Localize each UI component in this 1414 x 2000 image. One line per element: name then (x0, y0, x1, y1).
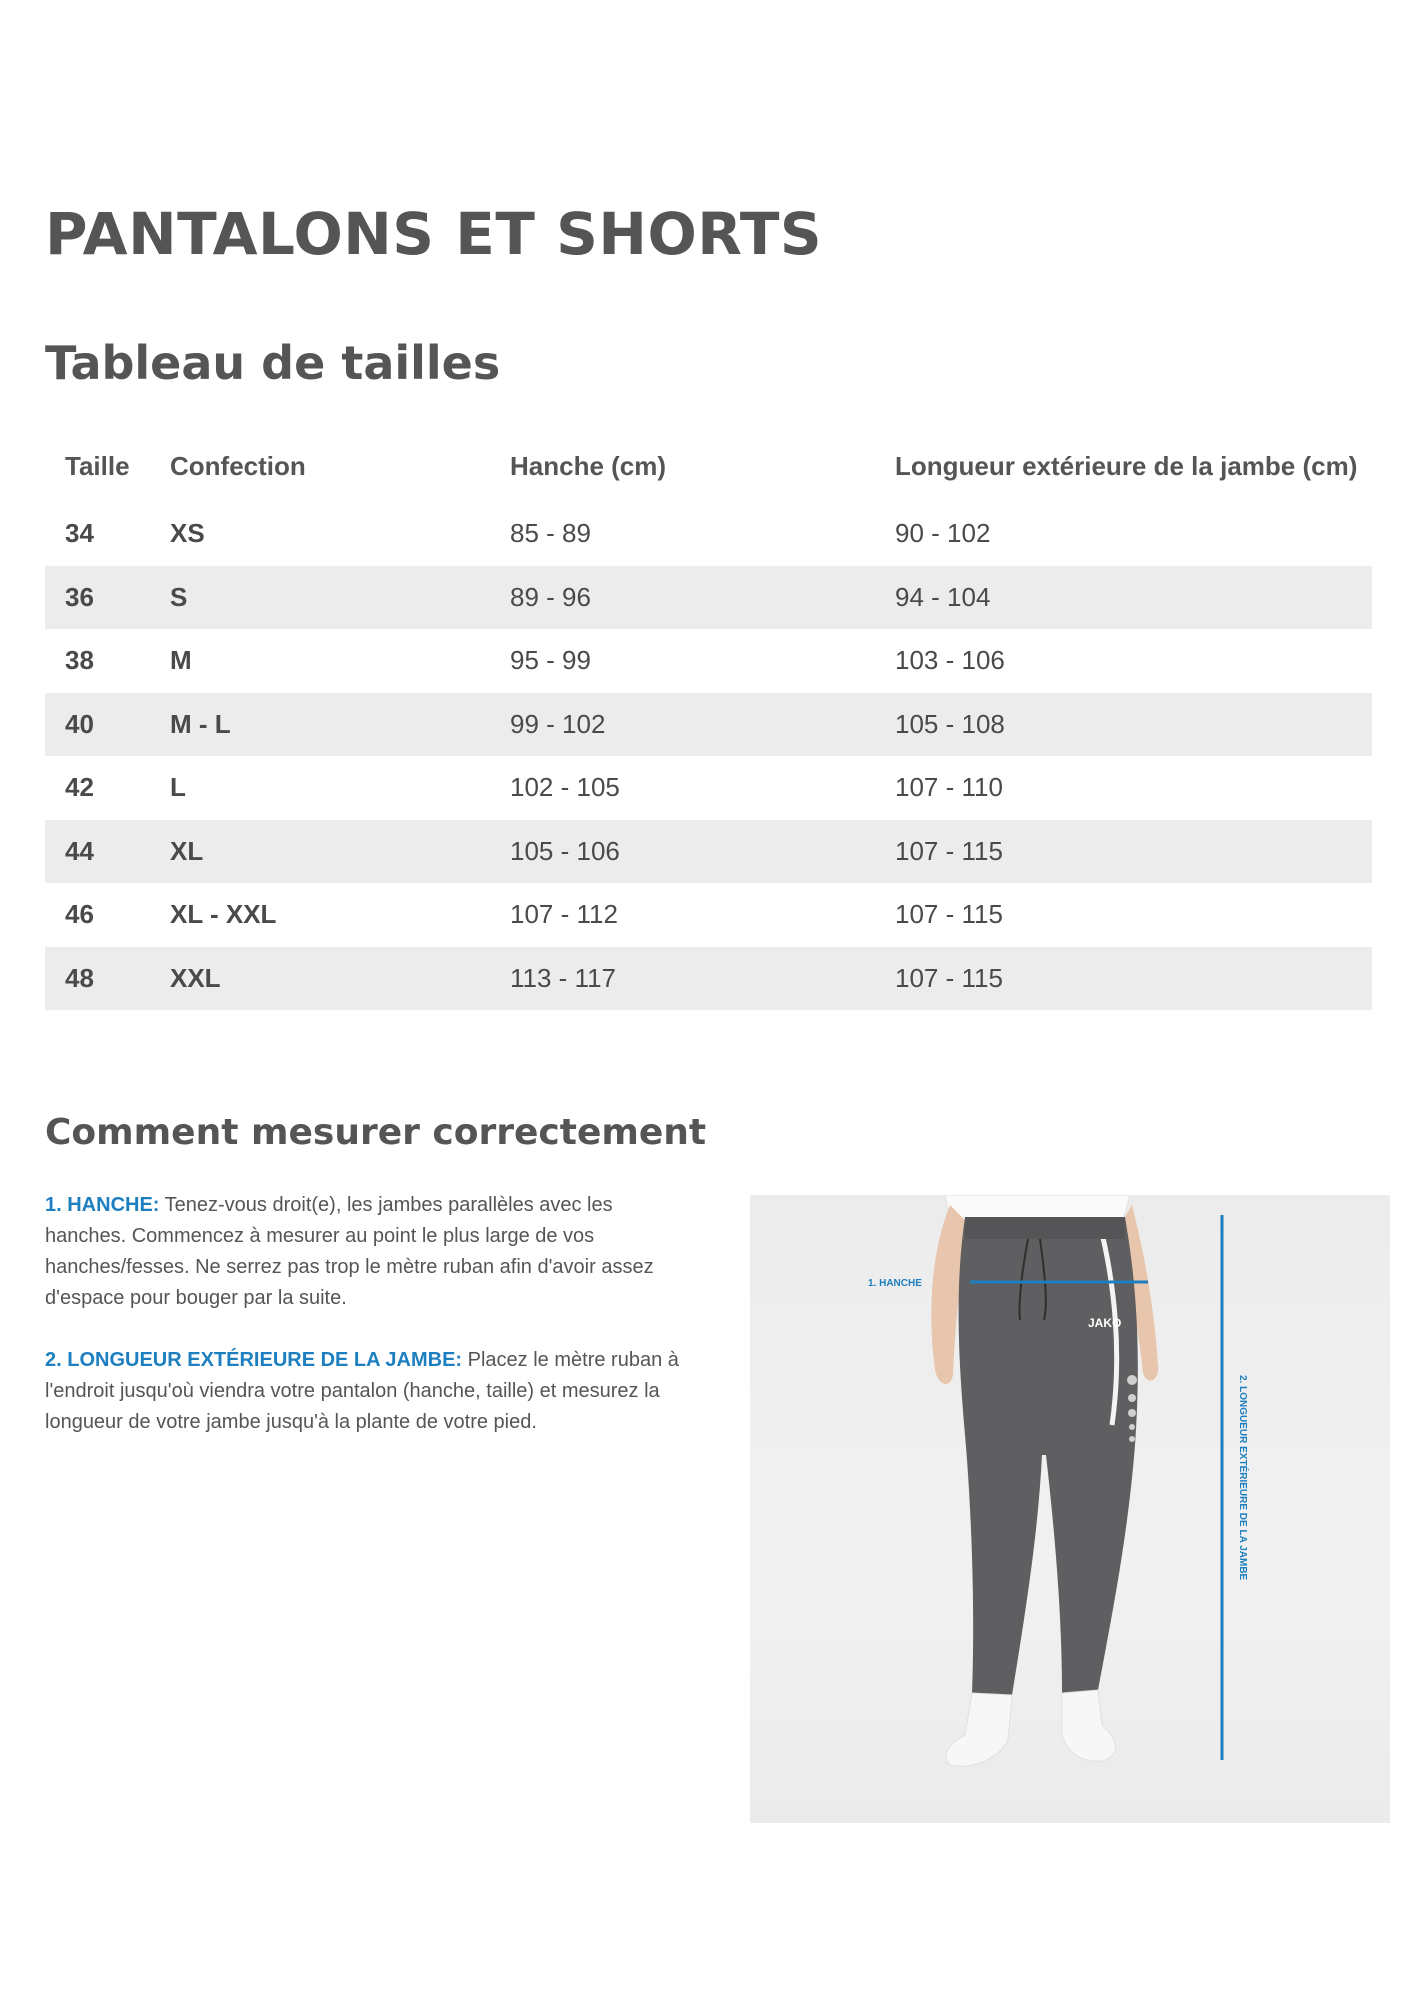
size-chart-subtitle: Tableau de tailles (45, 336, 501, 390)
table-row (45, 947, 1372, 1011)
cell-hanche: 102 - 105 (510, 772, 620, 803)
cell-confection: S (170, 581, 188, 612)
hip-measure-label: 1. HANCHE (868, 1278, 922, 1289)
cell-confection: XL (170, 835, 204, 866)
step-leg-paragraph (45, 1345, 695, 1438)
brand-logo-text: JAKO (1088, 1316, 1122, 1330)
cell-taille: 34 (65, 518, 94, 549)
cell-hanche: 113 - 117 (510, 962, 617, 993)
cell-taille: 38 (65, 645, 94, 676)
table-row (45, 883, 1372, 947)
step-hip-paragraph (45, 1190, 695, 1314)
header-hanche: Hanche (cm) (510, 450, 667, 481)
table-row (45, 566, 1372, 630)
cell-longueur: 107 - 115 (895, 835, 1003, 866)
cell-longueur: 103 - 106 (895, 645, 1005, 676)
cell-longueur: 90 - 102 (895, 518, 991, 549)
header-longueur: Longueur extérieure de la jambe (cm) (895, 450, 1358, 481)
dot-icon (1129, 1424, 1135, 1430)
cell-longueur: 105 - 108 (895, 708, 1005, 739)
step-hip-text: Tenez-vous droit(e), les jambes parallèles avec les hanches. Commencez à mesurer au point le plus large de vos hanches/fesses. Ne serrez pas trop le mètre ruban afin d'avoir assez d'espace pour bouger par la suite. (45, 1194, 654, 1309)
page-title: PANTALONS ET SHORTS (45, 200, 823, 268)
table-row (45, 756, 1372, 820)
cell-taille: 44 (65, 835, 94, 866)
dot-icon (1129, 1436, 1135, 1442)
dot-icon (1127, 1375, 1137, 1385)
cell-confection: M (170, 645, 192, 676)
table-header-row (45, 430, 1372, 502)
cell-taille: 48 (65, 962, 94, 993)
cell-hanche: 105 - 106 (510, 835, 620, 866)
cell-hanche: 89 - 96 (510, 581, 591, 612)
header-confection: Confection (170, 450, 306, 481)
header-taille: Taille (65, 450, 130, 481)
waistband-shape (965, 1217, 1125, 1239)
cell-longueur: 94 - 104 (895, 581, 991, 612)
cell-hanche: 107 - 112 (510, 899, 618, 930)
cell-taille: 46 (65, 899, 94, 930)
cell-taille: 42 (65, 772, 94, 803)
howto-heading: Comment mesurer correctement (45, 1112, 707, 1153)
cell-confection: L (170, 772, 186, 803)
left-sock-shape (946, 1693, 1012, 1766)
size-table (45, 430, 1372, 1010)
cell-hanche: 95 - 99 (510, 645, 591, 676)
table-row (45, 502, 1372, 566)
cell-longueur: 107 - 115 (895, 899, 1003, 930)
cell-confection: XS (170, 518, 205, 549)
cell-confection: XL - XXL (170, 899, 277, 930)
cell-hanche: 99 - 102 (510, 708, 606, 739)
cell-longueur: 107 - 110 (895, 772, 1003, 803)
measurement-photo (750, 1195, 1390, 1823)
dot-icon (1128, 1394, 1136, 1402)
step-leg-label: 2. LONGUEUR EXTÉRIEURE DE LA JAMBE: (45, 1349, 463, 1371)
cell-taille: 36 (65, 581, 94, 612)
dot-icon (1128, 1409, 1136, 1417)
cell-taille: 40 (65, 708, 94, 739)
leg-measure-label: 2. LONGUEUR EXTÉRIEURE DE LA JAMBE (1237, 1375, 1248, 1581)
cell-confection: XXL (170, 962, 221, 993)
cell-longueur: 107 - 115 (895, 962, 1003, 993)
pants-illustration (750, 1195, 1390, 1823)
table-row (45, 629, 1372, 693)
table-row (45, 693, 1372, 757)
cell-confection: M - L (170, 708, 231, 739)
step-hip-label: 1. HANCHE: (45, 1194, 160, 1216)
step-leg-text: Placez le mètre ruban à l'endroit jusqu'où viendra votre pantalon (hanche, taille) et mesurez la longueur de votre jambe jusqu'à la plante de votre pied. (45, 1349, 679, 1433)
right-sock-shape (1062, 1690, 1116, 1761)
table-row (45, 820, 1372, 884)
cell-hanche: 85 - 89 (510, 518, 591, 549)
